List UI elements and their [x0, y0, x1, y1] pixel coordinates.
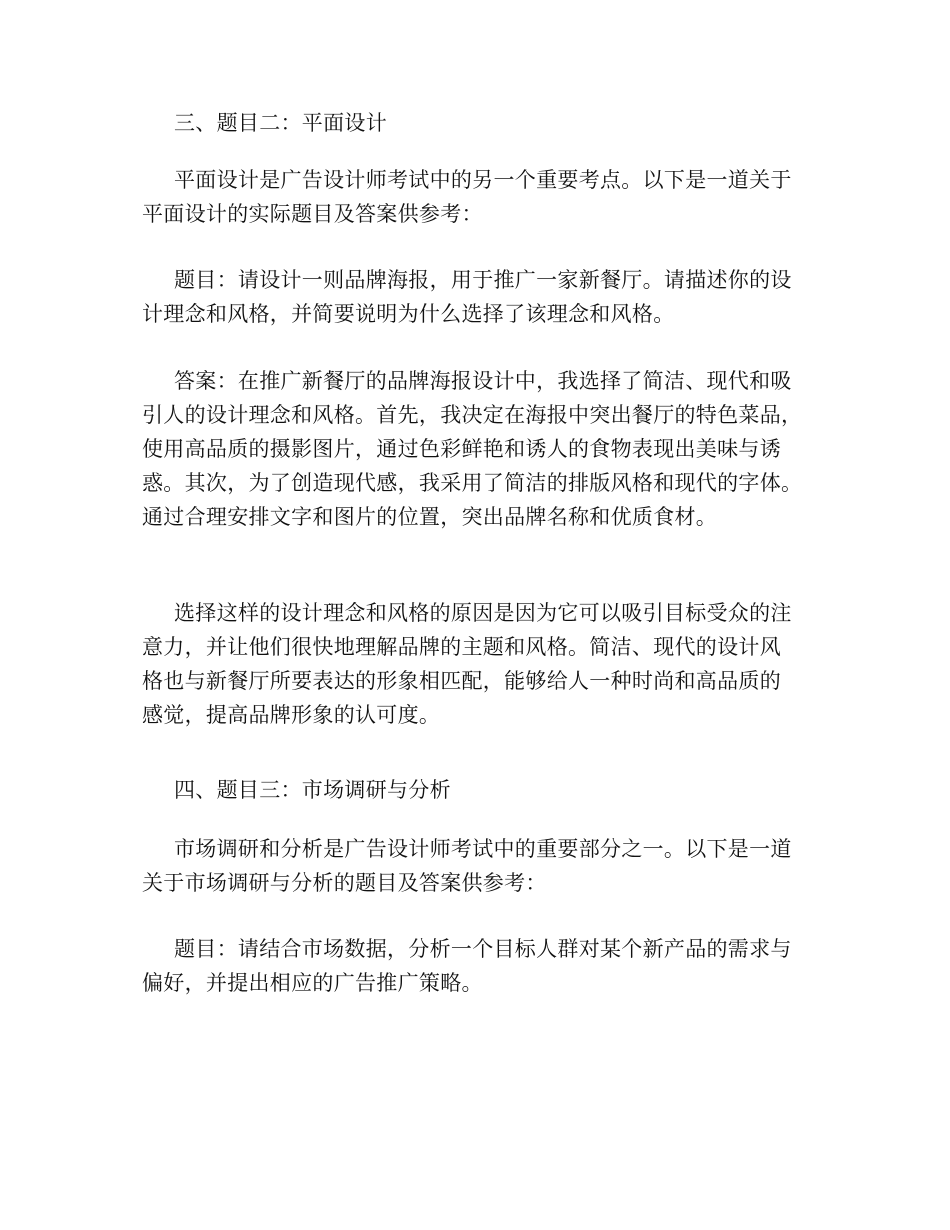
text-line: 选择这样的设计理念和风格的原因是因为它可以吸引目标受众的注 — [174, 601, 792, 625]
text-line: 题目：请设计一则品牌海报，用于推广一家新餐厅。请描述你的设 — [174, 268, 792, 292]
intro-paragraph-3 — [142, 832, 812, 900]
text-line: 平面设计是广告设计师考试中的另一个重要考点。以下是一道关于 — [174, 168, 792, 192]
text-line: 三、题目二：平面设计 — [174, 111, 387, 135]
text-line: 感觉，提高品牌形象的认可度。 — [142, 703, 441, 727]
text-line: 使用高品质的摄影图片，通过色彩鲜艳和诱人的食物表现出美味与诱 — [142, 437, 781, 461]
text-line: 格也与新餐厅所要表达的形象相匹配，能够给人一种时尚和高品质的 — [142, 669, 781, 693]
question-paragraph-2 — [142, 263, 812, 331]
text-line: 市场调研和分析是广告设计师考试中的重要部分之一。以下是一道 — [174, 837, 792, 861]
text-line: 计理念和风格，并简要说明为什么选择了该理念和风格。 — [142, 302, 675, 326]
answer-paragraph-2 — [142, 364, 812, 534]
question-paragraph-3 — [142, 932, 812, 1000]
text-line: 偏好，并提出相应的广告推广策略。 — [142, 971, 483, 995]
section-heading-3 — [142, 106, 812, 140]
section-heading-4 — [142, 773, 812, 807]
text-line: 引人的设计理念和风格。首先，我决定在海报中突出餐厅的特色菜品， — [142, 403, 803, 427]
text-line: 题目：请结合市场数据，分析一个目标人群对某个新产品的需求与 — [174, 937, 792, 961]
text-line: 答案：在推广新餐厅的品牌海报设计中，我选择了简洁、现代和吸 — [174, 369, 792, 393]
text-line: 意力，并让他们很快地理解品牌的主题和风格。简洁、现代的设计风 — [142, 635, 781, 659]
text-line: 通过合理安排文字和图片的位置，突出品牌名称和优质食材。 — [142, 505, 718, 529]
text-line: 惑。其次，为了创造现代感，我采用了简洁的排版风格和现代的字体。 — [142, 471, 803, 495]
text-line: 关于市场调研与分析的题目及答案供参考： — [142, 871, 547, 895]
text-line: 四、题目三：市场调研与分析 — [174, 778, 451, 802]
reason-paragraph-2 — [142, 596, 812, 732]
intro-paragraph-2 — [142, 163, 812, 231]
text-line: 平面设计的实际题目及答案供参考： — [142, 202, 483, 226]
